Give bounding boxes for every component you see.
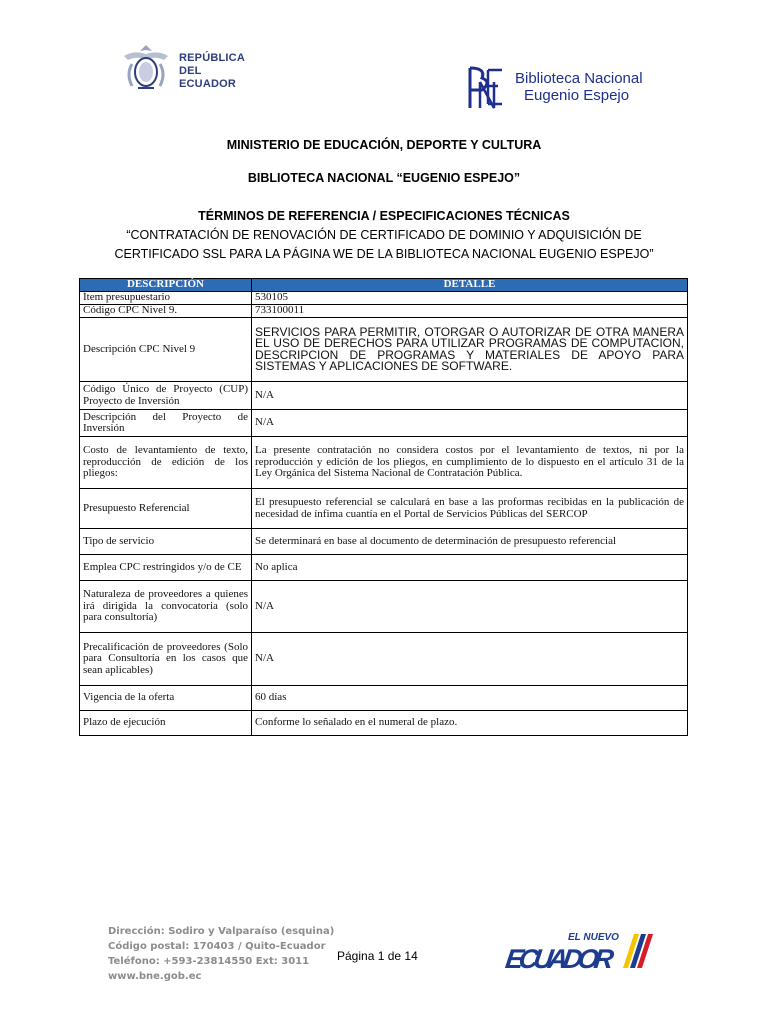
- library-logo-text: [515, 70, 643, 104]
- row-label: Plazo de ejecución: [80, 711, 252, 736]
- contract-subtitle-line-2: CERTIFICADO SSL PARA LA PÁGINA WE DE LA BIBLIOTECA NACIONAL EUGENIO ESPEJO”: [114, 247, 654, 261]
- table-header-row: [80, 279, 688, 292]
- gov-logo-small-text: EL NUEVO: [568, 932, 619, 943]
- table-row: [80, 292, 688, 305]
- coat-of-arms-icon: [118, 42, 174, 94]
- contract-subtitle: [100, 226, 668, 264]
- row-label: Tipo de servicio: [80, 529, 252, 555]
- address-line: Dirección: Sodiro y Valparaíso (esquina): [108, 926, 335, 937]
- row-label: Código Único de Proyecto (CUP) Proyecto de Inversión: [80, 382, 252, 410]
- contract-subtitle-line-1: “CONTRATACIÓN DE RENOVACIÓN DE CERTIFICADO DE DOMINIO Y ADQUISICIÓN DE: [126, 228, 642, 242]
- biblioteca-nacional-logo: [462, 64, 662, 114]
- row-value: N/A: [252, 581, 688, 633]
- postal-code-line: Código postal: 170403 / Quito-Ecuador: [108, 941, 326, 952]
- table-row: [80, 305, 688, 318]
- row-label: Código CPC Nivel 9.: [80, 305, 252, 318]
- table-row: [80, 318, 688, 382]
- terms-title: TÉRMINOS DE REFERENCIA / ESPECIFICACIONES TÉCNICAS: [198, 209, 570, 223]
- row-value: N/A: [252, 410, 688, 437]
- row-label: Descripción del Proyecto de Inversión: [80, 410, 252, 437]
- website-link[interactable]: www.bne.gob.ec: [108, 971, 202, 982]
- row-value: 60 días: [252, 686, 688, 711]
- row-value: N/A: [252, 633, 688, 686]
- table-row: [80, 382, 688, 410]
- row-value: 733100011: [252, 305, 688, 318]
- header-detalle: DETALLE: [252, 279, 688, 292]
- row-value: 530105: [252, 292, 688, 305]
- library-title: BIBLIOTECA NACIONAL “EUGENIO ESPEJO”: [247, 171, 521, 185]
- republica-del-ecuador-logo: [118, 40, 245, 96]
- republic-logo-text: [179, 52, 245, 91]
- table-row: [80, 410, 688, 437]
- row-value: Se determinará en base al documento de determinación de presupuesto referencial: [252, 529, 688, 555]
- specifications-table: [79, 278, 688, 736]
- row-label: Emplea CPC restringidos y/o de CE: [80, 555, 252, 581]
- page-number: Página 1 de 14: [337, 949, 418, 963]
- library-line-1: Biblioteca Nacional: [515, 70, 643, 87]
- phone-line: Teléfono: +593-23814550 Ext: 3011: [108, 956, 310, 967]
- el-nuevo-ecuador-logo-graphic: [503, 928, 658, 978]
- row-value: SERVICIOS PARA PERMITIR, OTORGAR O AUTORIZAR DE OTRA MANERA EL USO DE DERECHOS PARA UTILIZAR PROGRAMAS DE COMPUTACION, DESCRIPCION DE PROGRAMAS Y MATERIALES DE APOYO PARA SISTEMAS Y APLICACIONES DE SOFTWARE.: [252, 318, 688, 382]
- table-row: [80, 529, 688, 555]
- table-row: [80, 555, 688, 581]
- table-row: [80, 711, 688, 736]
- row-label: Descripción CPC Nivel 9: [80, 318, 252, 382]
- row-value: N/A: [252, 382, 688, 410]
- row-label: Naturaleza de proveedores a quienes irá dirigida la convocatoria (solo para consultoría): [80, 581, 252, 633]
- row-value: No aplica: [252, 555, 688, 581]
- flag-stripes-icon: [623, 934, 653, 968]
- row-label: Precalificación de proveedores (Solo para Consultoría en los casos que sean aplicables): [80, 633, 252, 686]
- el-nuevo-ecuador-logo: [503, 928, 658, 978]
- gov-logo-big-text: ECUADOR: [503, 943, 616, 974]
- row-label: Costo de levantamiento de texto, reproducción de edición de los pliegos:: [80, 437, 252, 489]
- row-label: Vigencia de la oferta: [80, 686, 252, 711]
- table-row: [80, 633, 688, 686]
- row-value: El presupuesto referencial se calculará en base a las proformas recibidas en la publicación de necesidad de ínfima cuantía en el Portal de Servicios Públicas del SERCOP: [252, 489, 688, 529]
- table-row: [80, 581, 688, 633]
- table-row: [80, 489, 688, 529]
- ministry-title: MINISTERIO DE EDUCACIÓN, DEPORTE Y CULTURA: [226, 138, 542, 152]
- row-label: Presupuesto Referencial: [80, 489, 252, 529]
- row-value: La presente contratación no considera costos por el levantamiento de textos, ni por la reproducción y edición de los pliegos, en cumplimiento de lo dispuesto en el artículo 31 de la Ley Orgánica del Sistema Nacional de Contratación Pública.: [252, 437, 688, 489]
- library-line-2: Eugenio Espejo: [524, 87, 630, 104]
- bne-monogram-icon: [462, 64, 508, 112]
- table-row: [80, 437, 688, 489]
- row-value: Conforme lo señalado en el numeral de plazo.: [252, 711, 688, 736]
- row-label: Ítem presupuestario: [80, 292, 252, 305]
- table-row: [80, 686, 688, 711]
- header-descripcion: DESCRIPCIÓN: [80, 279, 252, 292]
- footer-address: [108, 924, 334, 984]
- republic-line-1: REPÚBLICA: [179, 52, 245, 64]
- republic-line-2: DEL ECUADOR: [179, 65, 237, 90]
